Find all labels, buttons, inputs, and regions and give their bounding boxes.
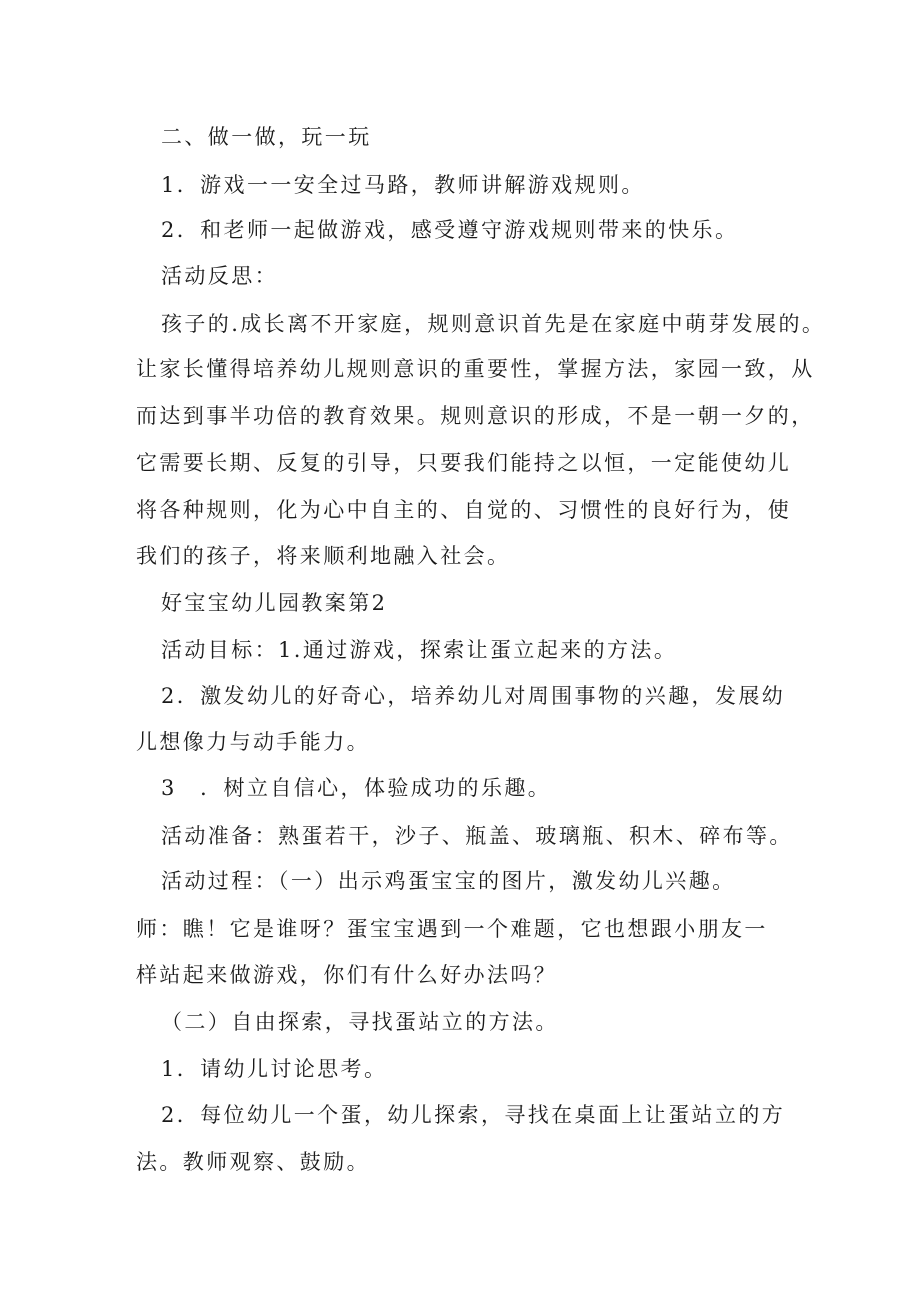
- list-item: 1．游戏一一安全过马路，教师讲解游戏规则。: [161, 173, 645, 197]
- paragraph-line: 师：瞧！它是谁呀？蛋宝宝遇到一个难题，它也想跟小朋友一: [136, 917, 768, 941]
- paragraph-line: 将各种规则，化为心中自主的、自觉的、习惯性的良好行为，使: [136, 498, 792, 522]
- list-item: 3 ．树立自信心，体验成功的乐趣。: [161, 776, 552, 800]
- paragraph-line: 而达到事半功倍的教育效果。规则意识的形成，不是一朝一夕的，: [136, 404, 815, 428]
- paragraph-line: 活动准备：熟蛋若干，沙子、瓶盖、玻璃瓶、积木、碎布等。: [161, 824, 793, 848]
- paragraph-line: 我们的孩子，将来顺利地融入社会。: [136, 544, 511, 568]
- document-title: 好宝宝幼儿园教案第2: [161, 591, 388, 615]
- paragraph-line: 儿想像力与动手能力。: [136, 730, 370, 754]
- section-heading: 二、做一做，玩一玩: [161, 125, 372, 149]
- paragraph-line: 让家长懂得培养幼儿规则意识的重要性，掌握方法，家园一致，从: [136, 357, 815, 381]
- paragraph-line: 样站起来做游戏，你们有什么好办法吗？: [136, 963, 558, 987]
- paragraph-line: 活动过程：（一）出示鸡蛋宝宝的图片，激发幼儿兴趣。: [161, 869, 736, 893]
- section-heading: 活动反思：: [161, 264, 278, 288]
- paragraph-line: 活动目标：1.通过游戏，探索让蛋立起来的方法。: [161, 638, 678, 662]
- list-item: 1．请幼儿讨论思考。: [161, 1057, 388, 1081]
- list-item: 2．和老师一起做游戏，感受遵守游戏规则带来的快乐。: [161, 218, 739, 242]
- paragraph-line: 孩子的.成长离不开家庭，规则意识首先是在家庭中萌芽发展的。: [161, 312, 826, 336]
- list-item: 2．激发幼儿的好奇心，培养幼儿对周围事物的兴趣，发展幼: [161, 684, 786, 708]
- paragraph-line: 法。教师观察、鼓励。: [136, 1150, 370, 1174]
- paragraph-line: 它需要长期、反复的引导，只要我们能持之以恒，一定能使幼儿: [136, 451, 792, 475]
- list-item: 2．每位幼儿一个蛋，幼儿探索，寻找在桌面上让蛋站立的方: [161, 1103, 786, 1127]
- paragraph-line: （二）自由探索，寻找蛋站立的方法。: [161, 1010, 559, 1034]
